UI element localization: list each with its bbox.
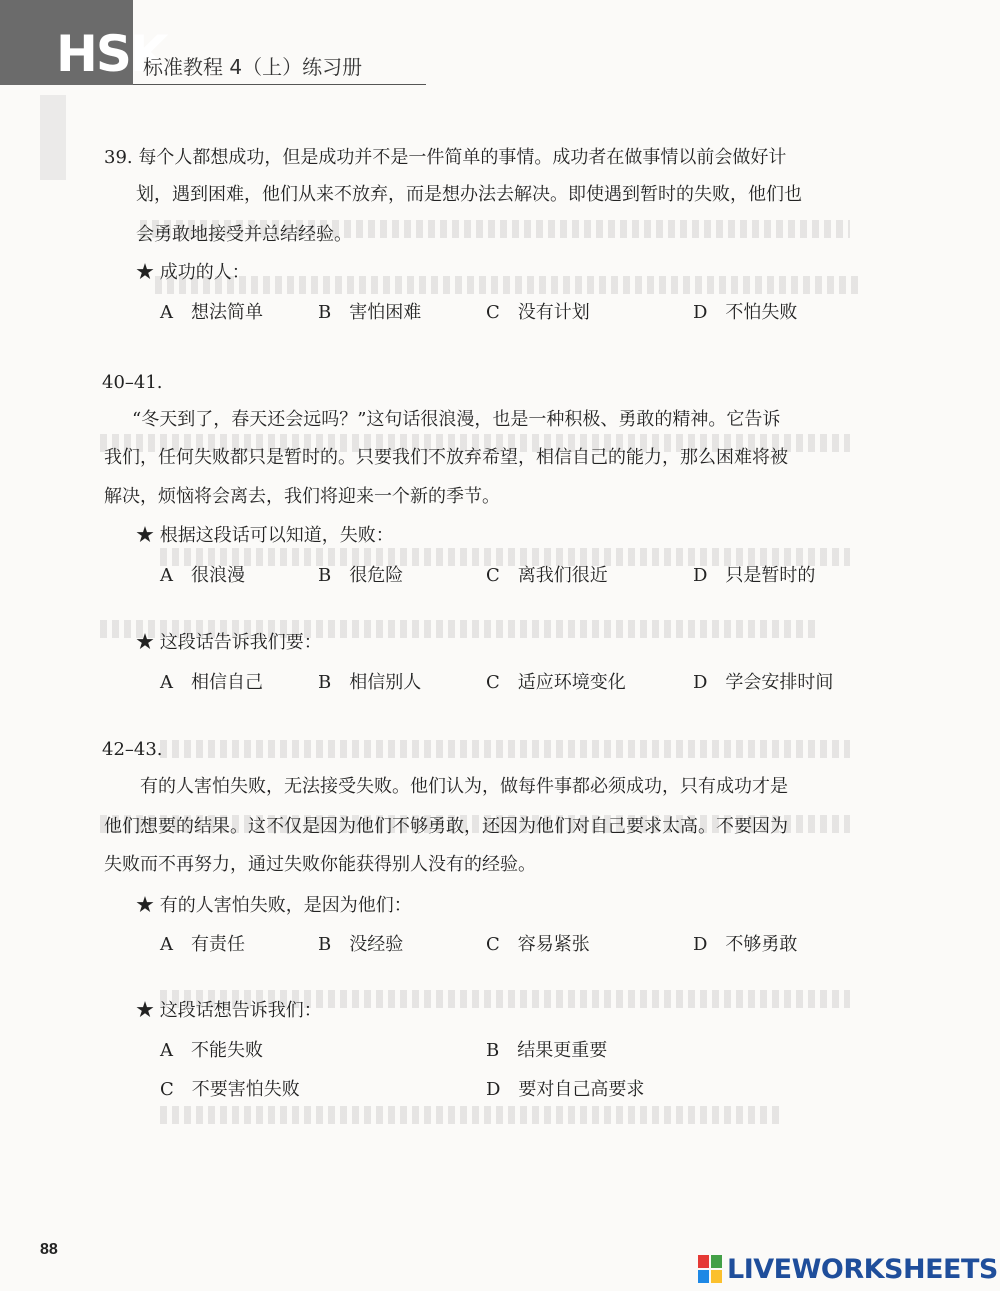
q42-line-2: 他们想要的结果。这不仅是因为他们不够勇敢，还因为他们对自己要求太高。不要因为 bbox=[104, 816, 788, 837]
q42-option-c[interactable]: C 容易紧张 bbox=[486, 934, 590, 955]
q43-option-c[interactable]: C 不要害怕失败 bbox=[160, 1079, 300, 1100]
q41-prompt: ★ 这段话告诉我们要： bbox=[136, 632, 322, 653]
header-divider bbox=[133, 84, 426, 85]
q40-line-3: 解决，烦恼将会离去，我们将迎来一个新的季节。 bbox=[104, 486, 500, 507]
q43-prompt: ★ 这段话想告诉我们： bbox=[136, 1000, 322, 1021]
q40-number: 40–41. bbox=[102, 372, 163, 393]
hsk-logo-box bbox=[0, 0, 167, 85]
q42-option-a[interactable]: A 有责任 bbox=[160, 934, 245, 955]
q39-line-2: 划，遇到困难，他们从来不放弃，而是想办法去解决。即使遇到暂时的失败，他们也 bbox=[136, 184, 802, 205]
q40-option-a[interactable]: A 很浪漫 bbox=[160, 565, 245, 586]
hsk-logo: HSK bbox=[56, 25, 167, 83]
q40-option-d[interactable]: D 只是暂时的 bbox=[693, 565, 816, 586]
q42-option-b[interactable]: B 没经验 bbox=[318, 934, 404, 955]
q41-option-d[interactable]: D 学会安排时间 bbox=[693, 672, 834, 693]
q39-prompt: ★ 成功的人： bbox=[136, 262, 250, 283]
page-number: 88 bbox=[40, 1241, 58, 1258]
q41-option-c[interactable]: C 适应环境变化 bbox=[486, 672, 626, 693]
liveworksheets-wordmark: LIVEWORKSHEETS bbox=[727, 1253, 998, 1285]
q39-line-3: 会勇敢地接受并总结经验。 bbox=[136, 224, 352, 245]
q43-option-b[interactable]: B 结果更重要 bbox=[486, 1040, 608, 1061]
bleed-through-line bbox=[155, 276, 860, 294]
q39-option-c[interactable]: C 没有计划 bbox=[486, 302, 590, 323]
q39-option-a[interactable]: A 想法简单 bbox=[160, 302, 263, 323]
q39-option-d[interactable]: D 不怕失败 bbox=[693, 302, 798, 323]
q40-prompt: ★ 根据这段话可以知道，失败： bbox=[136, 525, 394, 546]
q39-line-1: 39. 每个人都想成功，但是成功并不是一件简单的事情。成功者在做事情以前会做好计 bbox=[104, 147, 787, 168]
liveworksheets-logo bbox=[698, 1254, 998, 1284]
side-decoration bbox=[40, 95, 66, 180]
q43-option-a[interactable]: A 不能失败 bbox=[160, 1040, 263, 1061]
q42-number: 42–43. bbox=[102, 739, 163, 760]
q41-option-b[interactable]: B 相信别人 bbox=[318, 672, 422, 693]
q39-option-b[interactable]: B 害怕困难 bbox=[318, 302, 422, 323]
q42-option-d[interactable]: D 不够勇敢 bbox=[693, 934, 798, 955]
q43-option-d[interactable]: D 要对自己高要求 bbox=[486, 1079, 645, 1100]
bleed-through-line bbox=[160, 740, 850, 758]
q40-line-1: “冬天到了，春天还会远吗？”这句话很浪漫，也是一种积极、勇敢的精神。它告诉 bbox=[132, 409, 781, 430]
q42-line-3: 失败而不再努力，通过失败你能获得别人没有的经验。 bbox=[104, 854, 536, 875]
bleed-through-line bbox=[160, 1106, 780, 1124]
liveworksheets-icon bbox=[698, 1255, 722, 1283]
book-title: 标准教程 4（上）练习册 bbox=[143, 55, 363, 79]
q40-option-c[interactable]: C 离我们很近 bbox=[486, 565, 608, 586]
q40-option-b[interactable]: B 很危险 bbox=[318, 565, 404, 586]
q42-prompt: ★ 有的人害怕失败，是因为他们： bbox=[136, 895, 412, 916]
q41-option-a[interactable]: A 相信自己 bbox=[160, 672, 263, 693]
q40-line-2: 我们，任何失败都只是暂时的。只要我们不放弃希望，相信自己的能力，那么困难将被 bbox=[104, 447, 788, 468]
q42-line-1: 有的人害怕失败，无法接受失败。他们认为，做每件事都必须成功，只有成功才是 bbox=[140, 776, 788, 797]
